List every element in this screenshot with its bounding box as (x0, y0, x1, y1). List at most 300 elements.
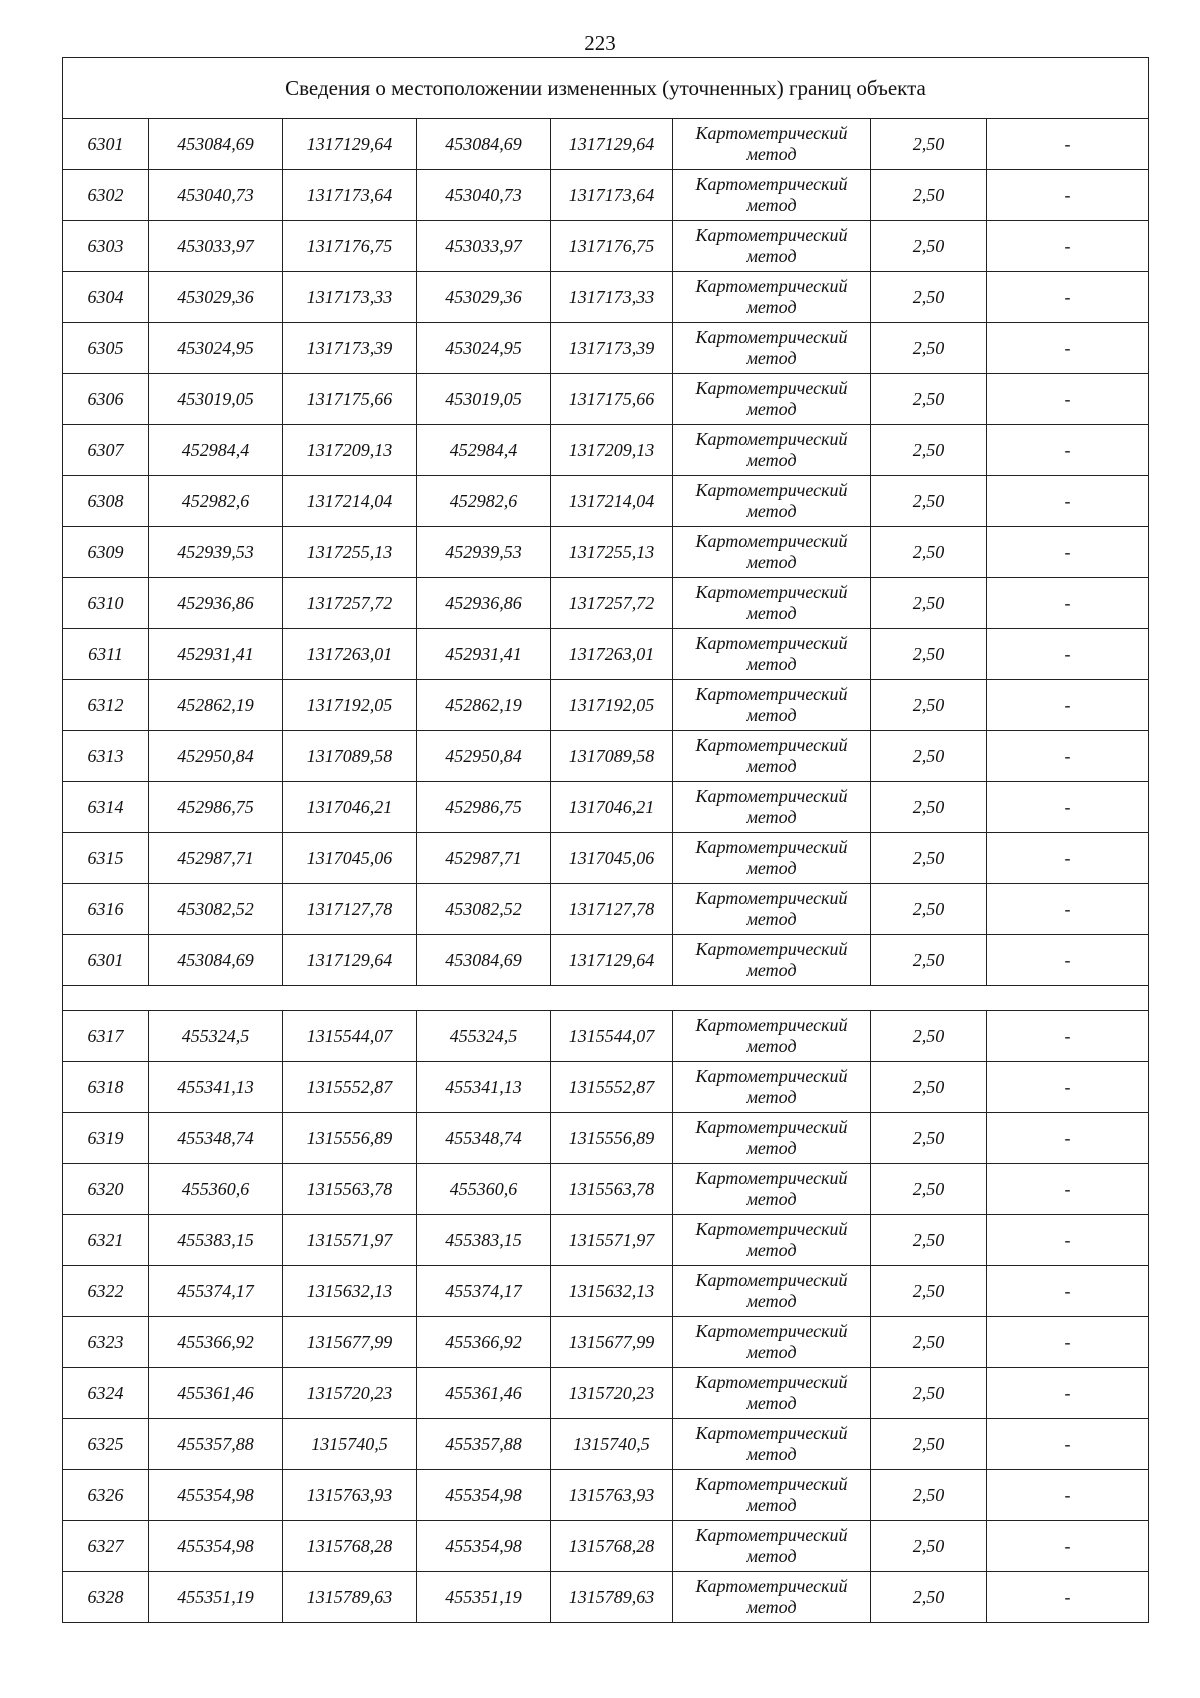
accuracy-cell: 2,50 (871, 578, 987, 629)
table-row (63, 782, 1149, 833)
y-refined-cell: 1315556,89 (551, 1113, 673, 1164)
x-existing-cell: 452987,71 (149, 833, 283, 884)
table-row (63, 1521, 1149, 1572)
x-existing-cell: 452939,53 (149, 527, 283, 578)
table-row (63, 1215, 1149, 1266)
method-line-1: Картометрический (695, 1576, 848, 1596)
method-line-1: Картометрический (695, 633, 848, 653)
x-refined-cell: 455341,13 (417, 1062, 551, 1113)
accuracy-cell: 2,50 (871, 119, 987, 170)
method-cell (673, 833, 871, 884)
method-line-2: метод (746, 1087, 797, 1107)
method-line-1: Картометрический (695, 837, 848, 857)
x-refined-cell: 453040,73 (417, 170, 551, 221)
x-refined-cell: 453084,69 (417, 119, 551, 170)
x-existing-cell: 455374,17 (149, 1266, 283, 1317)
description-cell: - (987, 476, 1149, 527)
accuracy-cell: 2,50 (871, 833, 987, 884)
accuracy-cell: 2,50 (871, 425, 987, 476)
description-cell: - (987, 935, 1149, 986)
method-line-2: метод (746, 960, 797, 980)
method-line-2: метод (746, 603, 797, 623)
y-refined-cell: 1317127,78 (551, 884, 673, 935)
y-refined-cell: 1317129,64 (551, 935, 673, 986)
accuracy-cell: 2,50 (871, 1521, 987, 1572)
description-cell: - (987, 425, 1149, 476)
method-cell (673, 1521, 871, 1572)
accuracy-cell: 2,50 (871, 935, 987, 986)
method-line-1: Картометрический (695, 123, 848, 143)
x-refined-cell: 453082,52 (417, 884, 551, 935)
table-row (63, 119, 1149, 170)
description-cell: - (987, 680, 1149, 731)
y-refined-cell: 1315740,5 (551, 1419, 673, 1470)
method-line-1: Картометрический (695, 1015, 848, 1035)
x-refined-cell: 455357,88 (417, 1419, 551, 1470)
accuracy-cell: 2,50 (871, 1062, 987, 1113)
method-line-1: Картометрический (695, 1372, 848, 1392)
point-number-cell: 6323 (63, 1317, 149, 1368)
x-existing-cell: 455341,13 (149, 1062, 283, 1113)
method-line-1: Картометрический (695, 939, 848, 959)
y-refined-cell: 1315632,13 (551, 1266, 673, 1317)
method-line-2: метод (746, 144, 797, 164)
point-number-cell: 6327 (63, 1521, 149, 1572)
method-cell (673, 1266, 871, 1317)
accuracy-cell: 2,50 (871, 221, 987, 272)
method-cell (673, 1572, 871, 1623)
method-line-2: метод (746, 450, 797, 470)
table-row (63, 1062, 1149, 1113)
y-existing-cell: 1317263,01 (283, 629, 417, 680)
table-row (63, 170, 1149, 221)
table-body (63, 58, 1149, 1623)
method-cell (673, 782, 871, 833)
x-existing-cell: 455357,88 (149, 1419, 283, 1470)
method-line-2: метод (746, 297, 797, 317)
y-refined-cell: 1315544,07 (551, 1011, 673, 1062)
method-line-2: метод (746, 1597, 797, 1617)
y-existing-cell: 1315768,28 (283, 1521, 417, 1572)
table-row (63, 374, 1149, 425)
y-existing-cell: 1315763,93 (283, 1470, 417, 1521)
description-cell: - (987, 884, 1149, 935)
method-cell (673, 1011, 871, 1062)
description-cell: - (987, 323, 1149, 374)
y-refined-cell: 1317214,04 (551, 476, 673, 527)
y-refined-cell: 1317045,06 (551, 833, 673, 884)
x-existing-cell: 453024,95 (149, 323, 283, 374)
y-existing-cell: 1317173,39 (283, 323, 417, 374)
y-existing-cell: 1317173,64 (283, 170, 417, 221)
accuracy-cell: 2,50 (871, 782, 987, 833)
x-existing-cell: 452986,75 (149, 782, 283, 833)
method-line-1: Картометрический (695, 684, 848, 704)
group-separator-row (63, 986, 1149, 1011)
y-existing-cell: 1317173,33 (283, 272, 417, 323)
x-refined-cell: 452936,86 (417, 578, 551, 629)
y-refined-cell: 1315552,87 (551, 1062, 673, 1113)
x-refined-cell: 452986,75 (417, 782, 551, 833)
point-number-cell: 6328 (63, 1572, 149, 1623)
description-cell: - (987, 1266, 1149, 1317)
y-refined-cell: 1317046,21 (551, 782, 673, 833)
x-refined-cell: 455348,74 (417, 1113, 551, 1164)
description-cell: - (987, 1215, 1149, 1266)
method-line-1: Картометрический (695, 1168, 848, 1188)
x-refined-cell: 455383,15 (417, 1215, 551, 1266)
method-line-2: метод (746, 1138, 797, 1158)
y-refined-cell: 1317255,13 (551, 527, 673, 578)
x-refined-cell: 452984,4 (417, 425, 551, 476)
x-existing-cell: 452982,6 (149, 476, 283, 527)
accuracy-cell: 2,50 (871, 527, 987, 578)
y-refined-cell: 1315720,23 (551, 1368, 673, 1419)
description-cell: - (987, 731, 1149, 782)
accuracy-cell: 2,50 (871, 731, 987, 782)
accuracy-cell: 2,50 (871, 629, 987, 680)
table-row (63, 884, 1149, 935)
description-cell: - (987, 1164, 1149, 1215)
accuracy-cell: 2,50 (871, 1470, 987, 1521)
table-row (63, 1011, 1149, 1062)
accuracy-cell: 2,50 (871, 680, 987, 731)
accuracy-cell: 2,50 (871, 1215, 987, 1266)
description-cell: - (987, 1113, 1149, 1164)
accuracy-cell: 2,50 (871, 1266, 987, 1317)
method-line-1: Картометрический (695, 1066, 848, 1086)
method-line-1: Картометрический (695, 1270, 848, 1290)
x-existing-cell: 453029,36 (149, 272, 283, 323)
y-existing-cell: 1317255,13 (283, 527, 417, 578)
y-refined-cell: 1315563,78 (551, 1164, 673, 1215)
y-existing-cell: 1315677,99 (283, 1317, 417, 1368)
method-line-1: Картометрический (695, 786, 848, 806)
description-cell: - (987, 1317, 1149, 1368)
table-row (63, 1419, 1149, 1470)
accuracy-cell: 2,50 (871, 1572, 987, 1623)
table-row (63, 1266, 1149, 1317)
x-existing-cell: 452950,84 (149, 731, 283, 782)
description-cell: - (987, 1470, 1149, 1521)
table-row (63, 323, 1149, 374)
x-refined-cell: 455324,5 (417, 1011, 551, 1062)
point-number-cell: 6309 (63, 527, 149, 578)
table-row (63, 1164, 1149, 1215)
method-line-2: метод (746, 195, 797, 215)
point-number-cell: 6322 (63, 1266, 149, 1317)
description-cell: - (987, 629, 1149, 680)
x-refined-cell: 455361,46 (417, 1368, 551, 1419)
method-line-1: Картометрический (695, 276, 848, 296)
y-refined-cell: 1317129,64 (551, 119, 673, 170)
accuracy-cell: 2,50 (871, 1113, 987, 1164)
x-existing-cell: 452931,41 (149, 629, 283, 680)
x-existing-cell: 455348,74 (149, 1113, 283, 1164)
x-existing-cell: 453019,05 (149, 374, 283, 425)
y-refined-cell: 1315789,63 (551, 1572, 673, 1623)
method-cell (673, 629, 871, 680)
y-refined-cell: 1317173,39 (551, 323, 673, 374)
x-refined-cell: 452931,41 (417, 629, 551, 680)
y-refined-cell: 1315763,93 (551, 1470, 673, 1521)
y-existing-cell: 1317214,04 (283, 476, 417, 527)
y-existing-cell: 1317045,06 (283, 833, 417, 884)
point-number-cell: 6321 (63, 1215, 149, 1266)
x-existing-cell: 453040,73 (149, 170, 283, 221)
y-existing-cell: 1315563,78 (283, 1164, 417, 1215)
point-number-cell: 6318 (63, 1062, 149, 1113)
y-existing-cell: 1315552,87 (283, 1062, 417, 1113)
y-refined-cell: 1317175,66 (551, 374, 673, 425)
x-existing-cell: 452862,19 (149, 680, 283, 731)
y-refined-cell: 1317263,01 (551, 629, 673, 680)
x-refined-cell: 452982,6 (417, 476, 551, 527)
x-existing-cell: 455383,15 (149, 1215, 283, 1266)
method-line-2: метод (746, 552, 797, 572)
method-line-2: метод (746, 348, 797, 368)
y-refined-cell: 1315677,99 (551, 1317, 673, 1368)
method-line-1: Картометрический (695, 735, 848, 755)
y-existing-cell: 1317129,64 (283, 119, 417, 170)
accuracy-cell: 2,50 (871, 170, 987, 221)
accuracy-cell: 2,50 (871, 476, 987, 527)
table-row (63, 1368, 1149, 1419)
y-refined-cell: 1317209,13 (551, 425, 673, 476)
method-line-2: метод (746, 1036, 797, 1056)
accuracy-cell: 2,50 (871, 323, 987, 374)
table-row (63, 1317, 1149, 1368)
x-existing-cell: 455354,98 (149, 1521, 283, 1572)
y-existing-cell: 1317089,58 (283, 731, 417, 782)
point-number-cell: 6326 (63, 1470, 149, 1521)
method-cell (673, 1317, 871, 1368)
description-cell: - (987, 119, 1149, 170)
x-existing-cell: 455366,92 (149, 1317, 283, 1368)
x-refined-cell: 453084,69 (417, 935, 551, 986)
point-number-cell: 6317 (63, 1011, 149, 1062)
table-title-row (63, 58, 1149, 119)
x-existing-cell: 455354,98 (149, 1470, 283, 1521)
method-line-1: Картометрический (695, 1117, 848, 1137)
table-row (63, 272, 1149, 323)
table-title: Сведения о местоположении измененных (уточненных) границ объекта (63, 58, 1149, 119)
accuracy-cell: 2,50 (871, 1317, 987, 1368)
description-cell: - (987, 527, 1149, 578)
y-existing-cell: 1317127,78 (283, 884, 417, 935)
y-refined-cell: 1315768,28 (551, 1521, 673, 1572)
x-refined-cell: 452939,53 (417, 527, 551, 578)
table-row (63, 527, 1149, 578)
y-existing-cell: 1315740,5 (283, 1419, 417, 1470)
point-number-cell: 6304 (63, 272, 149, 323)
method-cell (673, 731, 871, 782)
point-number-cell: 6303 (63, 221, 149, 272)
method-line-2: метод (746, 1393, 797, 1413)
accuracy-cell: 2,50 (871, 1164, 987, 1215)
method-line-2: метод (746, 1291, 797, 1311)
x-existing-cell: 455324,5 (149, 1011, 283, 1062)
y-refined-cell: 1317176,75 (551, 221, 673, 272)
method-line-1: Картометрический (695, 888, 848, 908)
accuracy-cell: 2,50 (871, 272, 987, 323)
point-number-cell: 6308 (63, 476, 149, 527)
x-existing-cell: 453082,52 (149, 884, 283, 935)
y-existing-cell: 1317176,75 (283, 221, 417, 272)
description-cell: - (987, 1419, 1149, 1470)
method-line-1: Картометрический (695, 582, 848, 602)
y-existing-cell: 1317129,64 (283, 935, 417, 986)
x-existing-cell: 455360,6 (149, 1164, 283, 1215)
method-line-1: Картометрический (695, 225, 848, 245)
group-separator-cell (63, 986, 1149, 1011)
point-number-cell: 6301 (63, 935, 149, 986)
point-number-cell: 6310 (63, 578, 149, 629)
method-cell (673, 374, 871, 425)
point-number-cell: 6306 (63, 374, 149, 425)
x-refined-cell: 453019,05 (417, 374, 551, 425)
table-row (63, 1572, 1149, 1623)
method-line-1: Картометрический (695, 1321, 848, 1341)
table-row (63, 833, 1149, 884)
method-cell (673, 1368, 871, 1419)
point-number-cell: 6301 (63, 119, 149, 170)
method-line-2: метод (746, 858, 797, 878)
description-cell: - (987, 170, 1149, 221)
method-cell (673, 527, 871, 578)
point-number-cell: 6324 (63, 1368, 149, 1419)
x-refined-cell: 455360,6 (417, 1164, 551, 1215)
point-number-cell: 6305 (63, 323, 149, 374)
method-cell (673, 1419, 871, 1470)
method-line-2: метод (746, 756, 797, 776)
method-cell (673, 884, 871, 935)
x-existing-cell: 452936,86 (149, 578, 283, 629)
method-line-2: метод (746, 1495, 797, 1515)
y-existing-cell: 1317257,72 (283, 578, 417, 629)
description-cell: - (987, 374, 1149, 425)
y-existing-cell: 1315571,97 (283, 1215, 417, 1266)
method-line-1: Картометрический (695, 1474, 848, 1494)
point-number-cell: 6302 (63, 170, 149, 221)
point-number-cell: 6315 (63, 833, 149, 884)
y-refined-cell: 1315571,97 (551, 1215, 673, 1266)
method-cell (673, 1215, 871, 1266)
x-refined-cell: 452987,71 (417, 833, 551, 884)
table-row (63, 629, 1149, 680)
table-row (63, 731, 1149, 782)
x-existing-cell: 453084,69 (149, 119, 283, 170)
method-line-2: метод (746, 705, 797, 725)
y-refined-cell: 1317173,33 (551, 272, 673, 323)
y-existing-cell: 1315544,07 (283, 1011, 417, 1062)
method-line-2: метод (746, 909, 797, 929)
description-cell: - (987, 833, 1149, 884)
method-line-1: Картометрический (695, 378, 848, 398)
point-number-cell: 6325 (63, 1419, 149, 1470)
method-line-1: Картометрический (695, 480, 848, 500)
description-cell: - (987, 1011, 1149, 1062)
method-cell (673, 1470, 871, 1521)
y-refined-cell: 1317192,05 (551, 680, 673, 731)
method-cell (673, 476, 871, 527)
method-line-1: Картометрический (695, 1219, 848, 1239)
y-existing-cell: 1317175,66 (283, 374, 417, 425)
y-existing-cell: 1315789,63 (283, 1572, 417, 1623)
method-line-2: метод (746, 807, 797, 827)
method-line-2: метод (746, 1546, 797, 1566)
y-existing-cell: 1315556,89 (283, 1113, 417, 1164)
method-cell (673, 323, 871, 374)
method-line-1: Картометрический (695, 174, 848, 194)
y-existing-cell: 1315720,23 (283, 1368, 417, 1419)
method-line-2: метод (746, 1444, 797, 1464)
description-cell: - (987, 578, 1149, 629)
method-line-2: метод (746, 246, 797, 266)
y-refined-cell: 1317089,58 (551, 731, 673, 782)
accuracy-cell: 2,50 (871, 1011, 987, 1062)
x-refined-cell: 453033,97 (417, 221, 551, 272)
method-line-2: метод (746, 501, 797, 521)
method-cell (673, 578, 871, 629)
y-existing-cell: 1317209,13 (283, 425, 417, 476)
table-row (63, 578, 1149, 629)
table-row (63, 1470, 1149, 1521)
y-existing-cell: 1315632,13 (283, 1266, 417, 1317)
x-refined-cell: 455374,17 (417, 1266, 551, 1317)
x-refined-cell: 452950,84 (417, 731, 551, 782)
y-refined-cell: 1317173,64 (551, 170, 673, 221)
point-number-cell: 6307 (63, 425, 149, 476)
x-refined-cell: 455366,92 (417, 1317, 551, 1368)
accuracy-cell: 2,50 (871, 1419, 987, 1470)
method-line-1: Картометрический (695, 429, 848, 449)
method-cell (673, 272, 871, 323)
method-cell (673, 1113, 871, 1164)
method-cell (673, 221, 871, 272)
x-existing-cell: 453033,97 (149, 221, 283, 272)
x-refined-cell: 455354,98 (417, 1470, 551, 1521)
y-existing-cell: 1317046,21 (283, 782, 417, 833)
method-line-1: Картометрический (695, 1525, 848, 1545)
x-refined-cell: 455351,19 (417, 1572, 551, 1623)
x-existing-cell: 455361,46 (149, 1368, 283, 1419)
table-row (63, 1113, 1149, 1164)
x-refined-cell: 453024,95 (417, 323, 551, 374)
description-cell: - (987, 1368, 1149, 1419)
method-line-2: метод (746, 1342, 797, 1362)
page-number: 223 (584, 31, 616, 55)
table-row (63, 425, 1149, 476)
table-row (63, 221, 1149, 272)
x-refined-cell: 455354,98 (417, 1521, 551, 1572)
table-row (63, 935, 1149, 986)
description-cell: - (987, 1572, 1149, 1623)
y-refined-cell: 1317257,72 (551, 578, 673, 629)
description-cell: - (987, 272, 1149, 323)
method-line-1: Картометрический (695, 1423, 848, 1443)
method-cell (673, 119, 871, 170)
point-number-cell: 6316 (63, 884, 149, 935)
x-existing-cell: 453084,69 (149, 935, 283, 986)
method-cell (673, 1164, 871, 1215)
method-line-2: метод (746, 1189, 797, 1209)
point-number-cell: 6311 (63, 629, 149, 680)
method-line-1: Картометрический (695, 327, 848, 347)
description-cell: - (987, 1062, 1149, 1113)
method-cell (673, 1062, 871, 1113)
method-cell (673, 170, 871, 221)
